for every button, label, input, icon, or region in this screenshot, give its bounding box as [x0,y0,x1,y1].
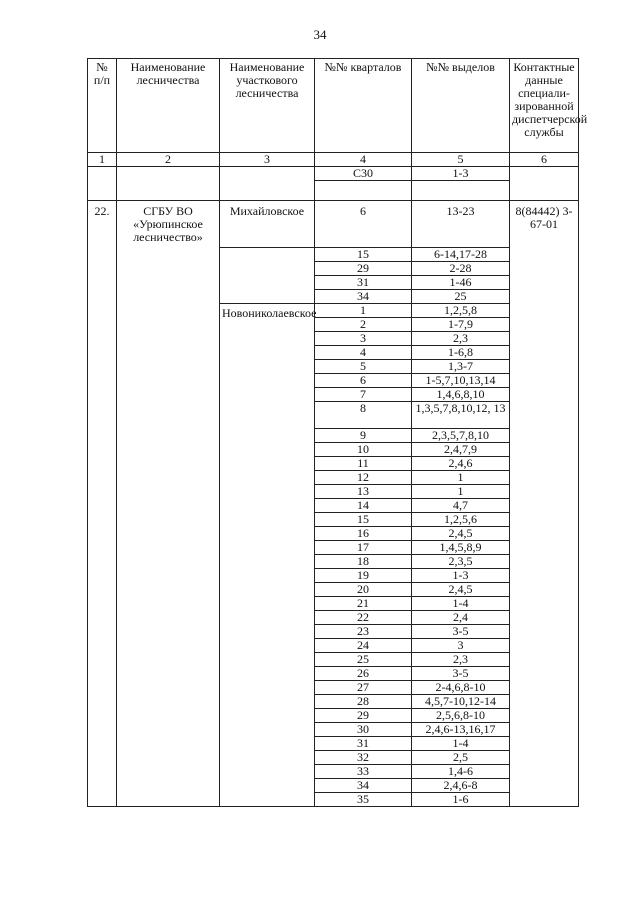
quarter-cell: 34 [315,779,412,793]
quarter-cell: 27 [315,681,412,695]
quarter-cell: 25 [315,653,412,667]
column-number: 5 [412,153,510,167]
quarter-cell: 2 [315,318,412,332]
plots-cell: 2,3 [412,653,510,667]
quarter-cell: 29 [315,709,412,723]
quarter-cell: 7 [315,388,412,402]
plots-cell: 1,2,5,8 [412,304,510,318]
plots-cell: 6-14,17-28 [412,248,510,262]
quarter-cell: 1 [315,304,412,318]
plots-cell: 2,4,5 [412,583,510,597]
plots-cell: 1-3 [412,569,510,583]
plots-cell: 4,7 [412,499,510,513]
plots-cell: 3 [412,639,510,653]
quarter-cell: 10 [315,443,412,457]
plots-cell: 1,2,5,6 [412,513,510,527]
column-number: 6 [510,153,579,167]
plots-cell: 1-4 [412,737,510,751]
quarter-cell: 28 [315,695,412,709]
plots-cell: 2,4,6 [412,457,510,471]
quarter-cell: 3 [315,332,412,346]
plots-cell: 1 [412,471,510,485]
plots-cell: 1,3-7 [412,360,510,374]
quarter-cell: 12 [315,471,412,485]
quarter-cell: 23 [315,625,412,639]
quarter-cell: 4 [315,346,412,360]
quarter-cell: 35 [315,793,412,807]
quarter-cell: 13 [315,485,412,499]
header-plots: №№ выделов [412,59,510,153]
quarter-cell: 14 [315,499,412,513]
plots-cell: 2,3,5 [412,555,510,569]
district-name: Михайловское [220,201,315,248]
column-number: 3 [220,153,315,167]
quarter-cell: 6 [315,374,412,388]
plots-cell: 1,4,5,8,9 [412,541,510,555]
quarter-cell: 5 [315,360,412,374]
org-row [88,201,579,248]
plots-cell: 1,3,5,7,8,10,12, 13 [412,402,510,429]
quarter-cell: 31 [315,276,412,290]
quarter-cell: 15 [315,248,412,262]
quarter-cell: 6 [315,201,412,248]
plots-cell: 1-46 [412,276,510,290]
quarter-cell: 9 [315,429,412,443]
quarter-cell: С30 [315,167,412,181]
column-number: 1 [88,153,117,167]
quarter-cell: 15 [315,513,412,527]
plots-cell: 2-28 [412,262,510,276]
forestry-name: СГБУ ВО «Урюпинское лесничество» [117,201,220,807]
district-continuation [220,248,315,304]
header-quarters: №№ кварталов [315,59,412,153]
plots-cell: 2,3 [412,332,510,346]
quarter-cell: 22 [315,611,412,625]
plots-cell: 2,4,7,9 [412,443,510,457]
district-name: Новониколаевское [220,304,315,807]
plots-cell: 2-4,6,8-10 [412,681,510,695]
header-district: Наименование участкового лесничества [220,59,315,153]
plots-cell: 25 [412,290,510,304]
plots-cell: 2,4,6-13,16,17 [412,723,510,737]
quarter-cell: 21 [315,597,412,611]
plots-cell: 1-6,8 [412,346,510,360]
plots-cell: 3-5 [412,625,510,639]
quarter-cell: 19 [315,569,412,583]
quarter-cell: 29 [315,262,412,276]
quarter-cell: 34 [315,290,412,304]
spacer-row [88,181,579,201]
plots-cell: 4,5,7-10,12-14 [412,695,510,709]
quarter-cell: 8 [315,402,412,429]
header-row [88,59,579,153]
plots-cell: 1-4 [412,597,510,611]
page-number: 34 [313,27,327,42]
quarter-cell: 11 [315,457,412,471]
column-number-row [88,153,579,167]
quarter-cell: 24 [315,639,412,653]
quarter-cell: 20 [315,583,412,597]
header-forestry: Наименование лесничества [117,59,220,153]
quarter-cell: 31 [315,737,412,751]
plots-cell: 2,4 [412,611,510,625]
plots-cell: 1,4,6,8,10 [412,388,510,402]
quarter-cell: 30 [315,723,412,737]
quarter-cell: 32 [315,751,412,765]
plots-cell: 1-5,7,10,13,14 [412,374,510,388]
header-contacts: Контактные данные специали-зированной диспетчерской службы [510,59,579,153]
plots-cell: 13-23 [412,201,510,248]
plots-cell: 2,3,5,7,8,10 [412,429,510,443]
forestry-table [87,58,588,807]
table-row [88,167,579,181]
row-number: 22. [88,201,117,807]
plots-cell: 1-3 [412,167,510,181]
plots-cell: 1-7,9 [412,318,510,332]
plots-cell: 1,4-6 [412,765,510,779]
quarter-cell: 18 [315,555,412,569]
column-number: 4 [315,153,412,167]
column-number: 2 [117,153,220,167]
plots-cell: 2,4,5 [412,527,510,541]
plots-cell: 3-5 [412,667,510,681]
header-num: № п/п [88,59,117,153]
plots-cell: 2,4,6-8 [412,779,510,793]
quarter-cell: 33 [315,765,412,779]
quarter-cell: 16 [315,527,412,541]
plots-cell: 2,5,6,8-10 [412,709,510,723]
plots-cell: 1 [412,485,510,499]
plots-cell: 2,5 [412,751,510,765]
contact-phone: 8(84442) 3-67-01 [510,201,579,807]
quarter-cell: 26 [315,667,412,681]
plots-cell: 1-6 [412,793,510,807]
quarter-cell: 17 [315,541,412,555]
